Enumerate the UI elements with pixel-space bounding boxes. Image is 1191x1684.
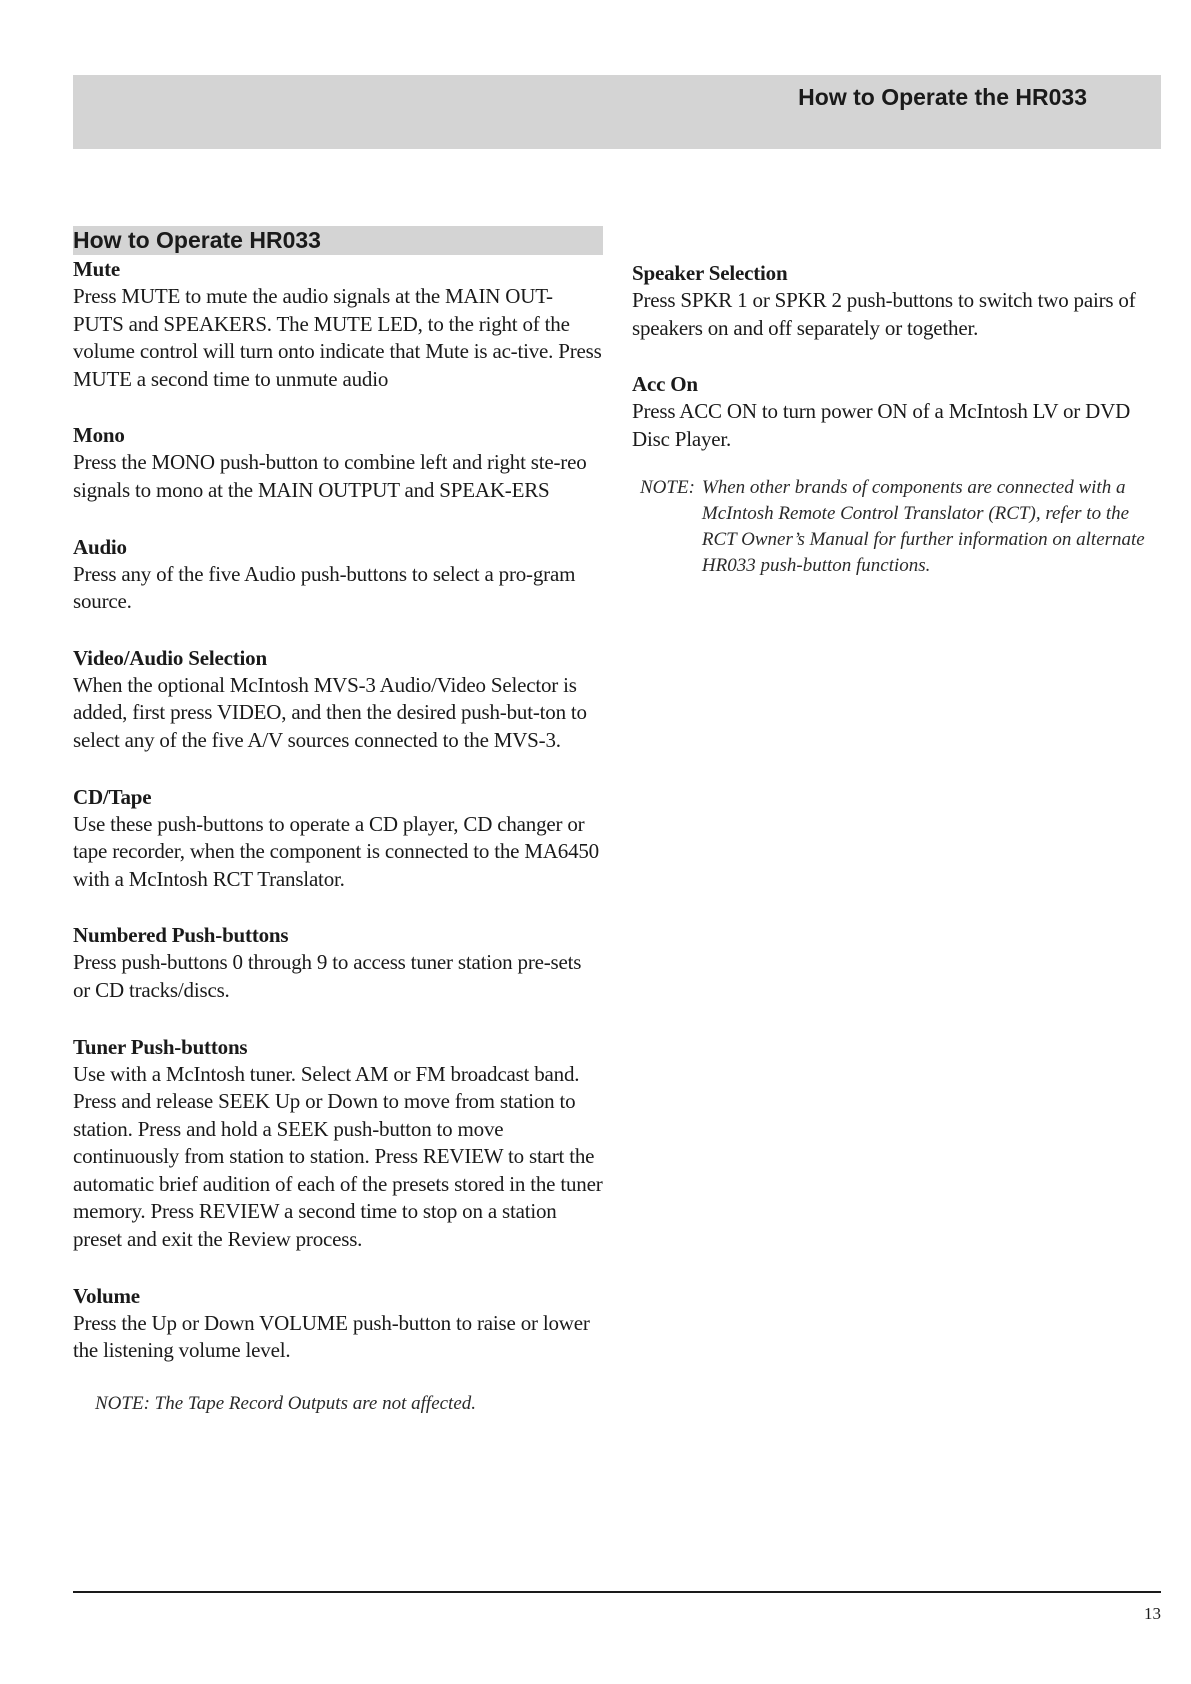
block-text: Use with a McIntosh tuner. Select AM or FM broadcast band. Press and release SEEK Up or Down to move from station to station. Press and hold a SEEK push-button to move continuously from station to station. Press REVIEW to start the automatic brief audition of each of the presets stored in the tuner memory. Press REVIEW a second time to stop on a station preset and exit the Review process. — [73, 1061, 603, 1252]
tape-record-note: NOTE: The Tape Record Outputs are not affected. — [95, 1392, 477, 1414]
block-heading: Numbered Push-buttons — [73, 923, 289, 948]
block-heading: CD/Tape — [73, 784, 152, 809]
block-text: Press any of the five Audio push-buttons to select a pro-gram source. — [73, 561, 576, 614]
right-column — [632, 259, 1162, 579]
left-column — [73, 226, 603, 1417]
block-heading: Mono — [73, 423, 125, 448]
block-heading: Tuner Push-buttons — [73, 1034, 248, 1059]
block-heading: Audio — [73, 534, 127, 559]
note-body: When other brands of components are connected with a McIntosh Remote Control Translator (RCT), refer to the RCT Owner’s Manual for further information on alternate HR033 push-button functions. — [701, 477, 1145, 577]
block-acc-on — [632, 370, 1162, 453]
block-video-audio-selection — [73, 644, 603, 755]
block-text: Press the Up or Down VOLUME push-button to raise or lower the listening volume level. — [73, 1310, 590, 1363]
block-text: Press ACC ON to turn power ON of a McIntosh LV or DVD Disc Player. — [632, 399, 1131, 451]
block-text: Use these push-buttons to operate a CD player, CD changer or tape recorder, when the component is connected to the MA6450 with a McIntosh RCT Translator. — [73, 811, 599, 891]
running-title: How to Operate the HR033 — [798, 84, 1087, 110]
block-speaker-selection — [632, 259, 1162, 342]
block-volume — [73, 1282, 603, 1365]
block-mute — [73, 255, 603, 393]
footer-rule — [73, 1591, 1161, 1593]
block-text: Press push-buttons 0 through 9 to access tuner station pre-sets or CD tracks/discs. — [73, 950, 582, 1002]
note-label: NOTE: — [640, 477, 695, 499]
block-heading: Video/Audio Selection — [73, 645, 267, 670]
block-numbered-push-buttons — [73, 921, 603, 1004]
page-number: 13 — [1144, 1604, 1161, 1623]
block-heading: Mute — [73, 257, 121, 281]
block-heading: Speaker Selection — [632, 261, 788, 285]
block-text: Press SPKR 1 or SPKR 2 push-buttons to switch two pairs of speakers on and off separately or together. — [632, 288, 1136, 340]
left-blocks — [73, 255, 603, 1417]
block-heading: Acc On — [632, 372, 698, 397]
header-band — [73, 75, 1161, 149]
block-cd-tape — [73, 783, 603, 894]
section-title: How to Operate HR033 — [73, 227, 321, 253]
block-text: When the optional McIntosh MVS-3 Audio/Video Selector is added, first press VIDEO, and then the desired push-but-ton to select any of the five A/V sources connected to the MVS-3. — [73, 672, 587, 752]
block-audio — [73, 533, 603, 616]
block-text: Press the MONO push-button to combine left and right ste-reo signals to mono at the MAIN OUTPUT and SPEAK-ERS — [73, 450, 587, 502]
rct-note — [640, 475, 1162, 579]
block-tuner-push-buttons — [73, 1033, 603, 1254]
section-title-bar — [73, 226, 603, 255]
block-mono — [73, 421, 603, 504]
block-text: Press MUTE to mute the audio signals at the MAIN OUT-PUTS and SPEAKERS. The MUTE LED, to the right of the volume control will turn onto indicate that Mute is ac-tive. Press MUTE a second time to unmute audio — [73, 284, 602, 391]
block-heading: Volume — [73, 1283, 140, 1308]
